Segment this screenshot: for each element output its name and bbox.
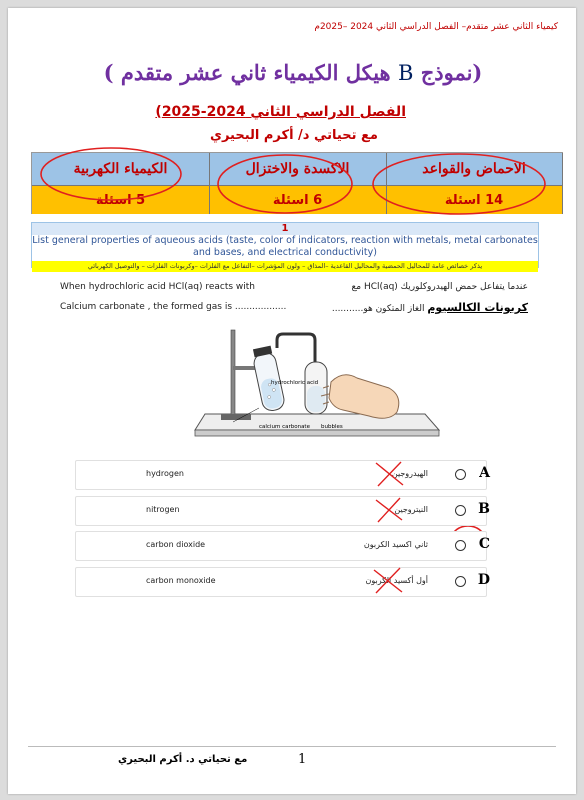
option-text-ar: الهيدروجين [391, 469, 428, 478]
option-text-en: carbon monoxide [146, 576, 216, 585]
option-c[interactable] [75, 531, 490, 561]
option-a[interactable] [75, 460, 490, 490]
exam-page [8, 8, 576, 794]
radio-button[interactable] [455, 469, 466, 480]
radio-button[interactable] [455, 576, 466, 587]
topics-table [31, 152, 563, 214]
option-b[interactable] [75, 496, 490, 526]
option-letter: D [477, 572, 490, 588]
question-stem-ar-2 [308, 301, 528, 314]
radio-button[interactable] [455, 505, 466, 516]
footer-divider [28, 746, 556, 747]
question-stem-en-2: Calcium carbonate , the formed gas is .................. [60, 302, 287, 312]
option-d[interactable] [75, 567, 490, 597]
option-text-ar: أول أكسيد الكربون [365, 576, 428, 585]
topic-name: الاكسدة والاختزال [209, 153, 387, 185]
option-text-ar: ثاني اكسيد الكربون [363, 540, 428, 549]
lab-apparatus-figure [193, 326, 443, 442]
radio-button[interactable] [455, 540, 466, 551]
topic-count: 6 اسئلة [209, 185, 387, 214]
topic-count: 14 اسئلة [386, 185, 563, 214]
page-number: 1 [298, 752, 307, 767]
footer-teacher: مع تحياتي د. أكرم البحيري [118, 754, 248, 765]
topic-count: 5 اسئلة [32, 185, 210, 214]
objective-english: List general properties of aqueous acids (taste, color of indicators, reaction with metals, metal carbonates and bases, and electrical conductivity) [32, 235, 538, 258]
title-rest: هيكل الكيمياء ثاني عشر متقدم ) [103, 60, 391, 85]
option-letter: B [478, 501, 490, 517]
question-stem-ar-bold: كربونات الكالسيوم [427, 301, 528, 314]
question-box [31, 222, 539, 268]
option-text-en: nitrogen [146, 505, 180, 514]
figure-label-bubbles: bubbles [321, 424, 343, 430]
title-letter: B [397, 61, 414, 85]
objective-arabic: يذكر خصائص عامة للمحاليل الحمضية والمحاليل القاعدية –المذاق – ولون المؤشرات –التفاعل مع الفلزات –وكربونات الفلزات – والتوصيل الكهربائي [32, 261, 538, 272]
option-text-ar: النيتروجين [394, 505, 428, 514]
question-stem-ar-1: عندما يتفاعل حمض الهيدروكلوريك HCl(aq) مع [351, 282, 528, 292]
option-letter: C [478, 536, 490, 552]
figure-label-carbonate: calcium carbonate [259, 424, 310, 430]
question-stem-en-1: When hydrochloric acid HCl(aq) reacts with [60, 282, 256, 292]
page-title [103, 60, 483, 85]
option-text-en: carbon dioxide [146, 540, 206, 549]
semester-label: الفصل الدراسي الثاني 2024-2025) [155, 104, 406, 120]
teacher-name: مع تحياتي د/ أكرم البحيري [210, 128, 378, 143]
header-line: كيمياء الثاني عشر متقدم– الفصل الدراسي الثاني 2024 –2025م [314, 22, 558, 32]
title-prefix: (نموذج [420, 60, 483, 85]
topic-name: الكيمياء الكهربية [32, 153, 210, 185]
option-letter: A [479, 465, 490, 481]
question-number: 1 [32, 223, 538, 235]
figure-label-acid: hydrochloric acid [271, 380, 319, 386]
question-stem-ar-rest: الغاز المتكون هو........... [331, 304, 425, 314]
option-text-en: hydrogen [146, 469, 184, 478]
topic-name: الاحماض والقواعد [386, 153, 563, 185]
